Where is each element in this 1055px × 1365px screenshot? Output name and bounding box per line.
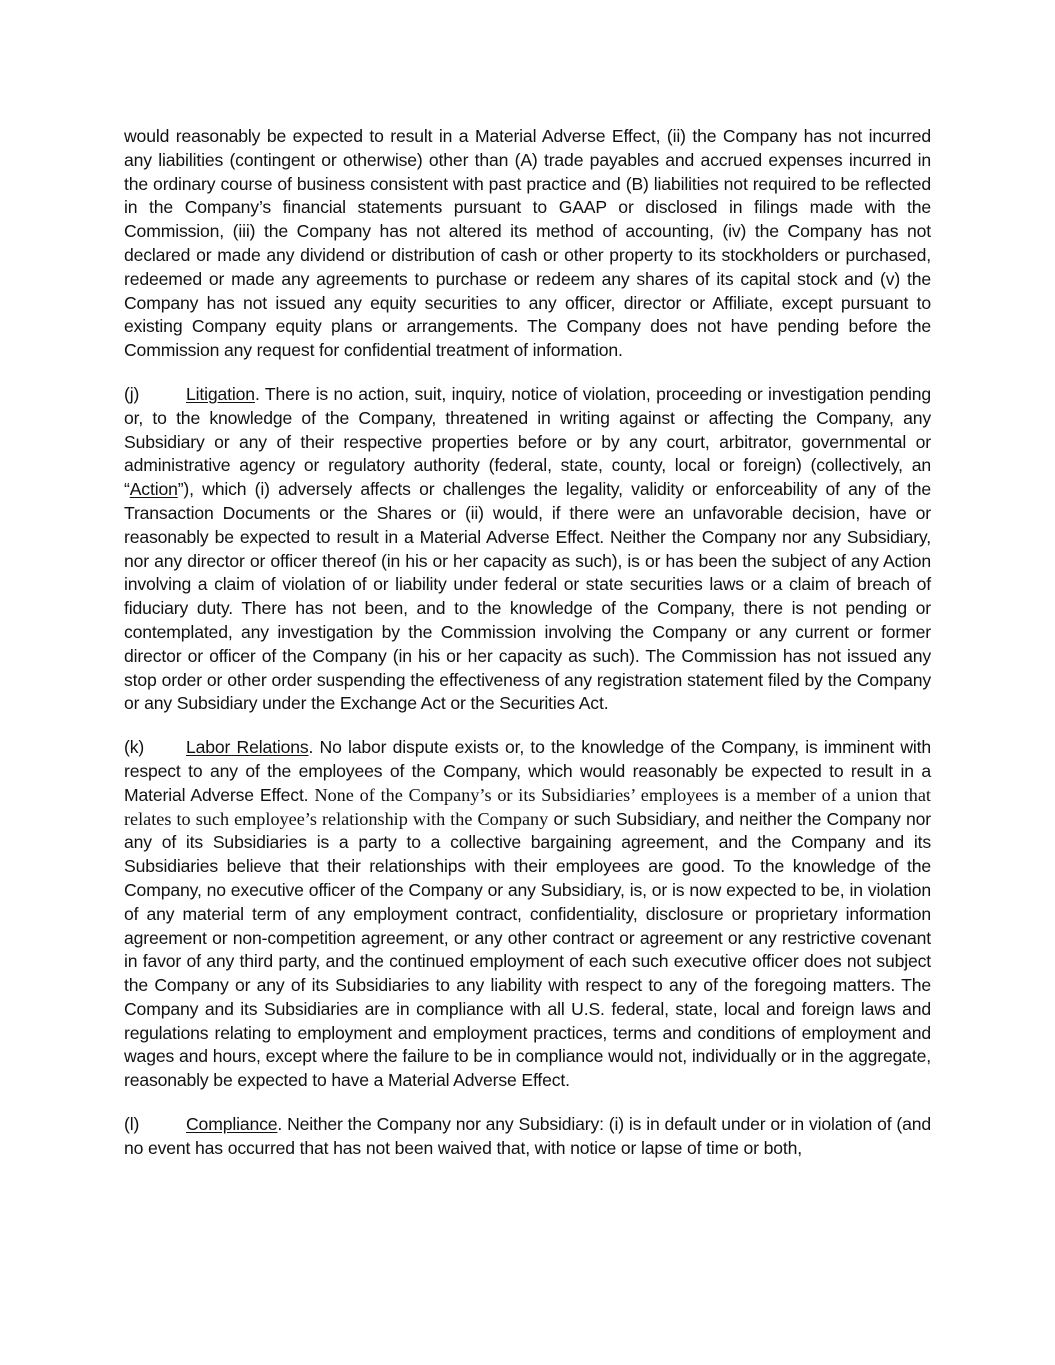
section-text-serif: None of the Company’s or its Subsidiaries’ employees is a member of a union that relates to such employee’s relationship with the Company: [124, 784, 931, 829]
section-text: or such Subsidiary, and neither the Company nor any of its Subsidiaries is a party to a collective bargaining agreement, and the Company and its Subsidiaries believe that their relationships with their employees are good. To the knowledge of the Company, no executive officer of the Company or any Subsidiary, is, or is now expected to be, in violation of any material term of any employment contract, confidentiality, disclosure or proprietary information agreement or non-competition agreement, or any other contract or agreement or any restrictive covenant in favor of any third party, and the continued employment of each such executive officer does not subject the Company or any of its Subsidiaries to any liability with respect to any of the foregoing matters. The Company and its Subsidiaries are in compliance with all U.S. federal, state, local and foreign laws and regulations relating to employment and employment practices, terms and conditions of employment and wages and hours, except where the failure to be in compliance would not, individually or in the aggregate, reasonably be expected to have a Material Adverse Effect.: [124, 808, 931, 1091]
paragraph-continuation-i: [124, 125, 931, 363]
section-heading: Litigation: [186, 383, 255, 404]
section-l-compliance: [124, 1113, 931, 1161]
section-number: (j): [124, 383, 140, 404]
section-number: (k): [124, 737, 145, 758]
section-text: ”), which (i) adversely affects or challenges the legality, validity or enforceability of any of the Transaction Documents or the Shares or (ii) would, if there were an unfavorable decision, have or reasonably be expected to result in a Material Adverse Effect. Neither the Company nor any Subsidiary, nor any director or officer thereof (in his or her capacity as such), is or has been the subject of any Action involving a claim of violation of or liability under federal or state securities laws or a claim of breach of fiduciary duty. There has not been, and to the knowledge of the Company, there is not pending or contemplated, any investigation by the Commission involving the Company or any current or former director or officer of the Company (in his or her capacity as such). The Commission has not issued any stop order or other order suspending the effectiveness of any registration statement filed by the Company or any Subsidiary under the Exchange Act or the Securities Act.: [124, 479, 931, 714]
section-text: . There is no action, suit, inquiry, notice of violation, proceeding or investigation pending or, to the knowledge of the Company, threatened in writing against or affecting the Company, any Subsidiary or any of their respective properties before or by any court, arbitrator, governmental or administrative agency or regulatory authority (federal, state, county, local or foreign) (collectively, an “: [124, 383, 931, 500]
defined-term: Action: [129, 479, 178, 500]
section-heading: Compliance: [186, 1114, 278, 1135]
section-j-litigation: [124, 383, 931, 716]
section-text: . No labor dispute exists or, to the knowledge of the Company, is imminent with respect to any of the employees of the Company, which would reasonably be expected to result in a Material Adverse Effect.: [124, 737, 932, 805]
section-text: . Neither the Company nor any Subsidiary: (i) is in default under or in violation of (and no event has occurred that has not been waived that, with notice or lapse of time or both,: [124, 1114, 931, 1158]
section-k-labor-relations: [124, 736, 931, 1093]
document-page: [124, 125, 931, 1161]
section-heading: Labor Relations: [186, 737, 309, 758]
paragraph-text: would reasonably be expected to result in a Material Adverse Effect, (ii) the Company has not incurred any liabilities (contingent or otherwise) other than (A) trade payables and accrued expenses incurred in the ordinary course of business consistent with past practice and (B) liabilities not required to be reflected in the Company’s financial statements pursuant to GAAP or disclosed in filings made with the Commission, (iii) the Company has not altered its method of accounting, (iv) the Company has not declared or made any dividend or distribution of cash or other property to its stockholders or purchased, redeemed or made any agreements to purchase or redeem any shares of its capital stock and (v) the Company has not issued any equity securities to any officer, director or Affiliate, except pursuant to existing Company equity plans or arrangements. The Company does not have pending before the Commission any request for confidential treatment of information.: [124, 126, 931, 361]
section-number: (l): [124, 1114, 140, 1135]
